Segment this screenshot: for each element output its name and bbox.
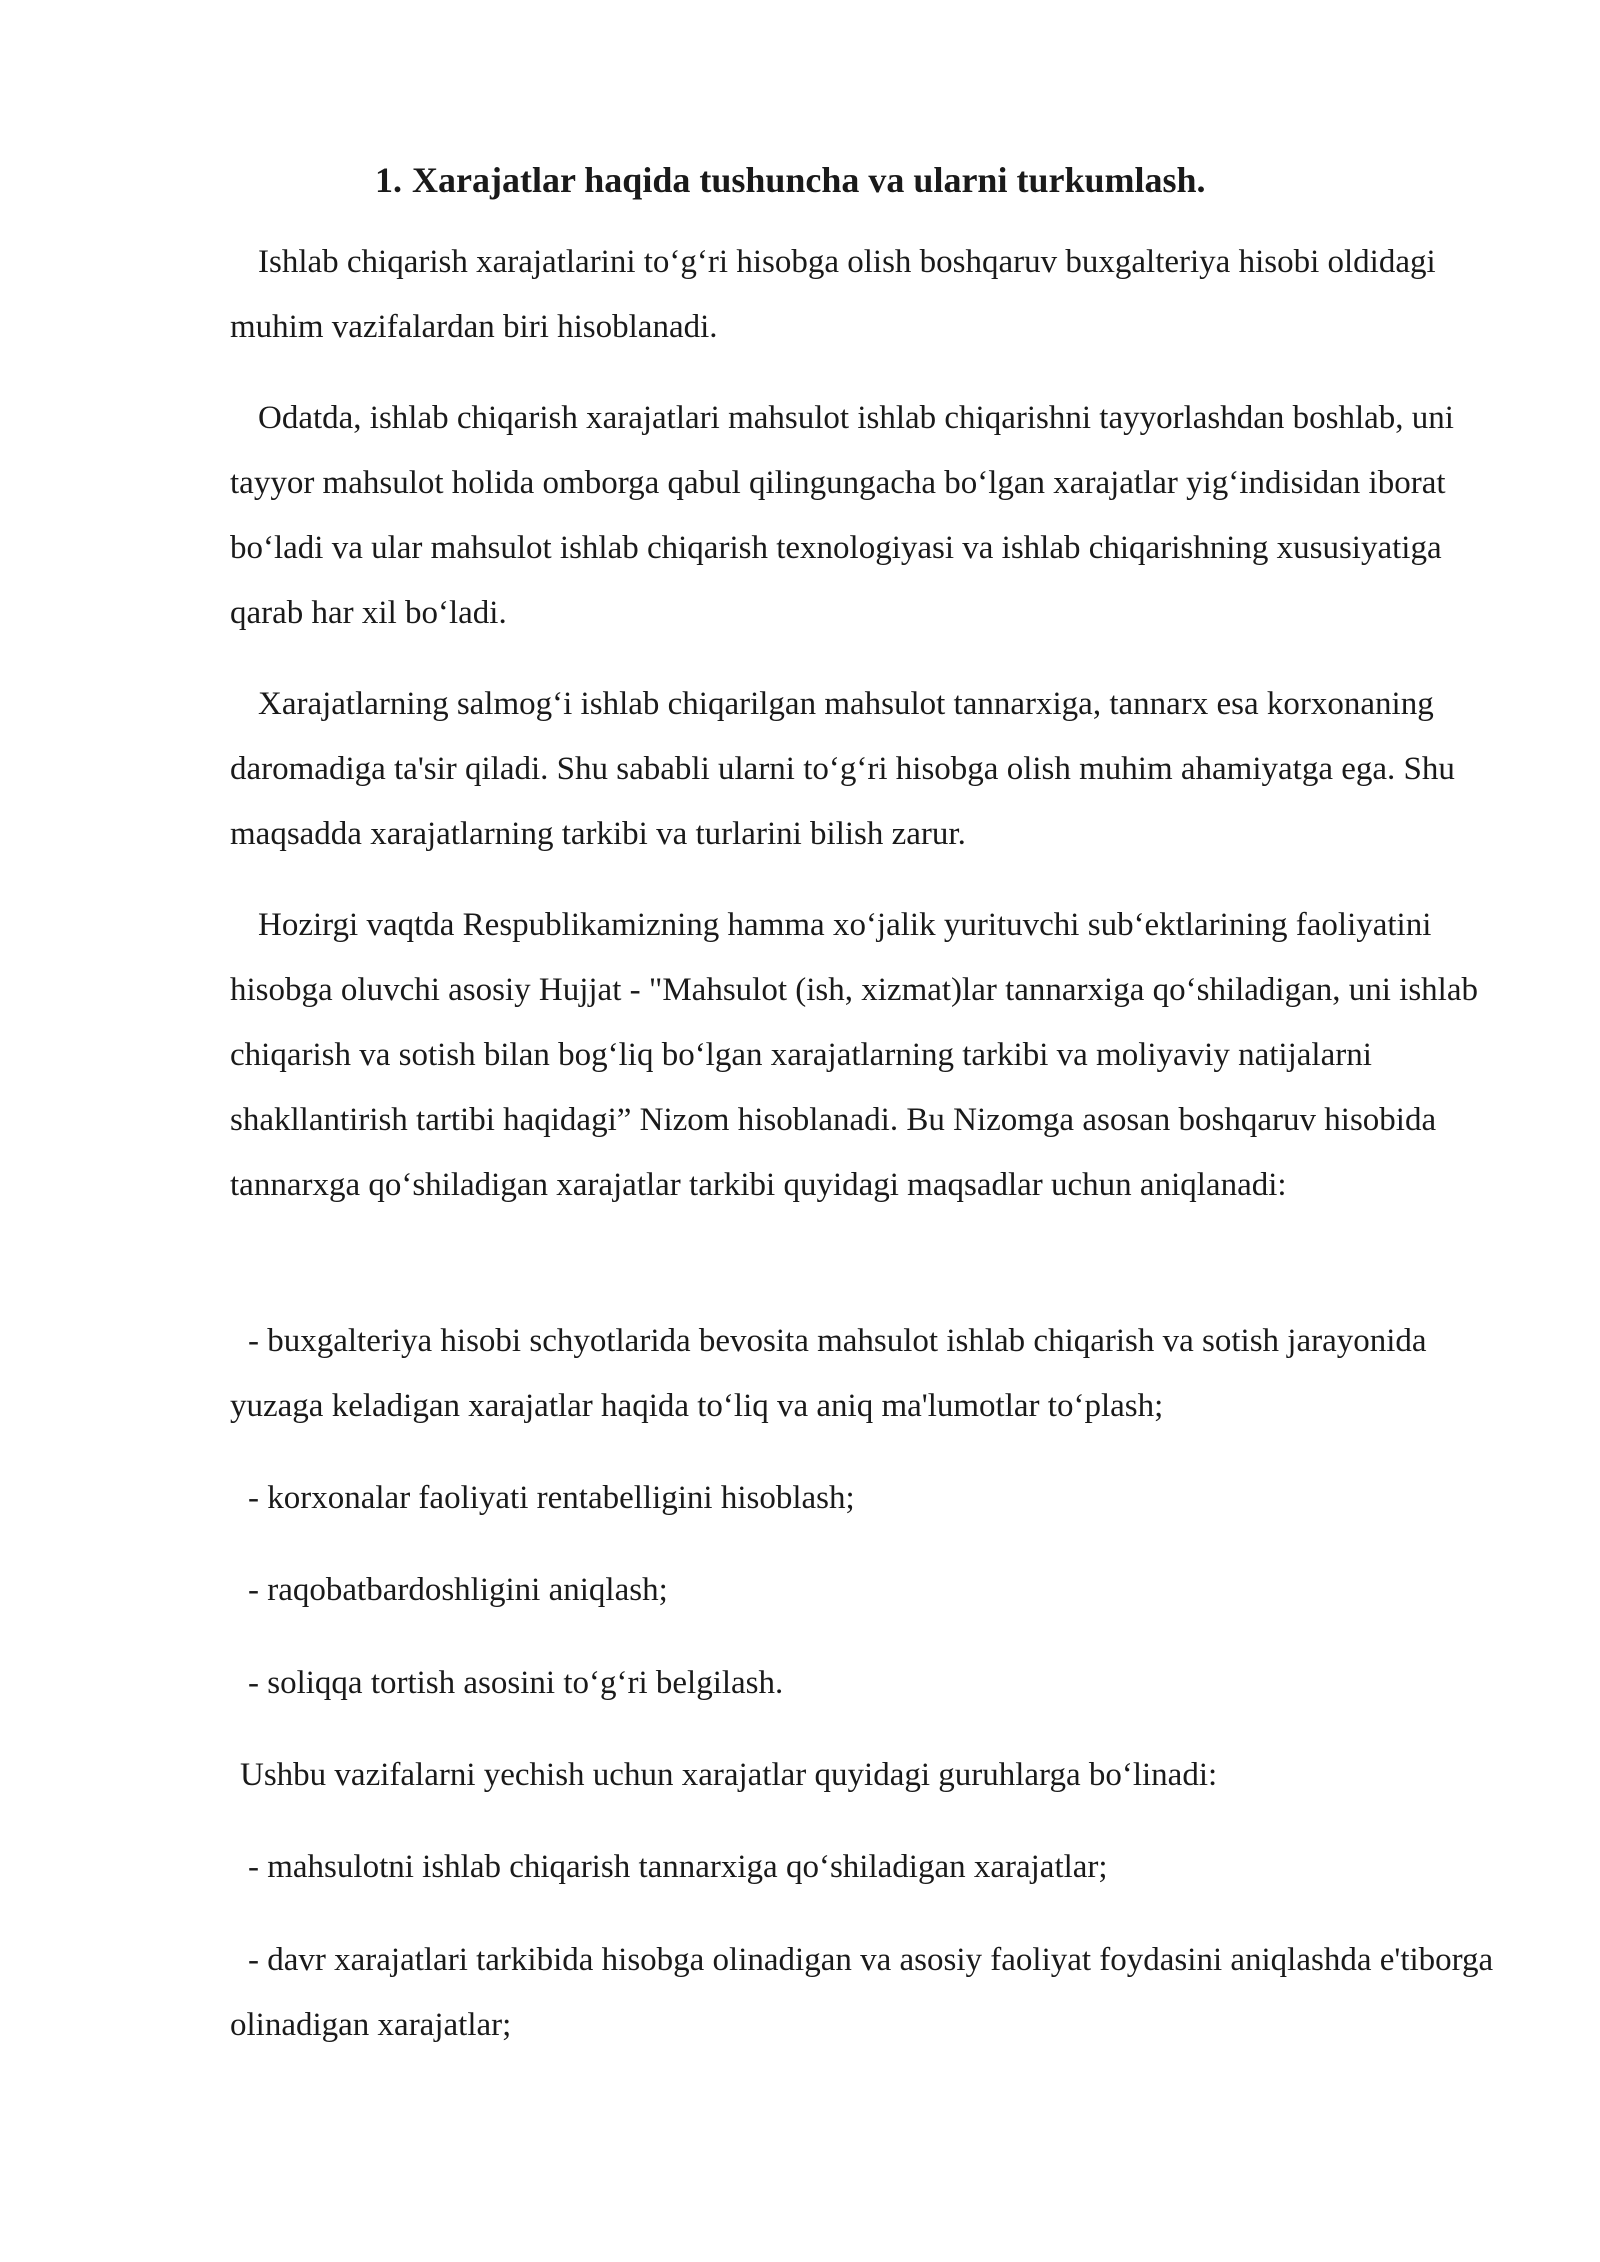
paragraph-intro: Ishlab chiqarish xarajatlarini to‘g‘ri hisobga olish boshqaruv buxgalteriya hisobi oldidagi muhim vazifalardan biri hisoblanadi. xyxy=(230,244,1436,345)
paragraph-groups-intro: Ushbu vazifalarni yechish uchun xarajatlar quyidagi guruhlarga bo‘linadi: xyxy=(240,1757,1218,1793)
list-item-group: - davr xarajatlari tarkibida hisobga olinadigan va asosiy faoliyat foydasini aniqlashda e'tiborga olinadigan xarajatlar; xyxy=(230,1942,1494,2043)
paragraph-production-costs: Odatda, ishlab chiqarish xarajatlari mahsulot ishlab chiqarishni tayyorlashdan boshlab, uni tayyor mahsulot holida omborga qabul qilingungacha bo‘lgan xarajatlar yig‘indisidan iborat bo‘ladi va ular mahsulot ishlab chiqarish texnologiyasi va ishlab chiqarishning xususiyatiga qarab har xil bo‘ladi. xyxy=(230,400,1454,631)
list-item-purpose: - korxonalar faoliyati rentabelligini hisoblash; xyxy=(248,1480,855,1516)
list-item-purpose: - raqobatbardoshligini aniqlash; xyxy=(248,1572,668,1608)
section-number: 1. xyxy=(375,160,402,200)
paragraph-cost-share: Xarajatlarning salmog‘i ishlab chiqarilgan mahsulot tannarxiga, tannarx esa korxonaning daromadiga ta'sir qiladi. Shu sababli ularni to‘g‘ri hisobga olish muhim ahamiyatga ega. Shu maqsadda xarajatlarning tarkibi va turlarini bilish zarur. xyxy=(230,686,1455,852)
list-item-purpose: - soliqqa tortish asosini to‘g‘ri belgilash. xyxy=(248,1665,784,1701)
section-heading xyxy=(375,156,1206,204)
list-item-group: - mahsulotni ishlab chiqarish tannarxiga qo‘shiladigan xarajatlar; xyxy=(248,1849,1108,1885)
section-title: Xarajatlar haqida tushuncha va ularni turkumlash. xyxy=(412,160,1206,200)
list-item-purpose: - buxgalteriya hisobi schyotlarida bevosita mahsulot ishlab chiqarish va sotish jarayonida yuzaga keladigan xarajatlar haqida to‘liq va aniq ma'lumotlar to‘plash; xyxy=(230,1323,1427,1424)
paragraph-regulation: Hozirgi vaqtda Respublikamizning hamma xo‘jalik yurituvchi sub‘ektlarining faoliyatini hisobga oluvchi asosiy Hujjat - "Mahsulot (ish, xizmat)lar tannarxiga qo‘shiladigan, uni ishlab chiqarish va sotish bilan bog‘liq bo‘lgan xarajatlarning tarkibi va moliyaviy natijalarni shakllantirish tartibi haqidagi” Nizom hisoblanadi. Bu Nizomga asosan boshqaruv hisobida tannarxga qo‘shiladigan xarajatlar tarkibi quyidagi maqsadlar uchun aniqlanadi: xyxy=(230,907,1478,1203)
